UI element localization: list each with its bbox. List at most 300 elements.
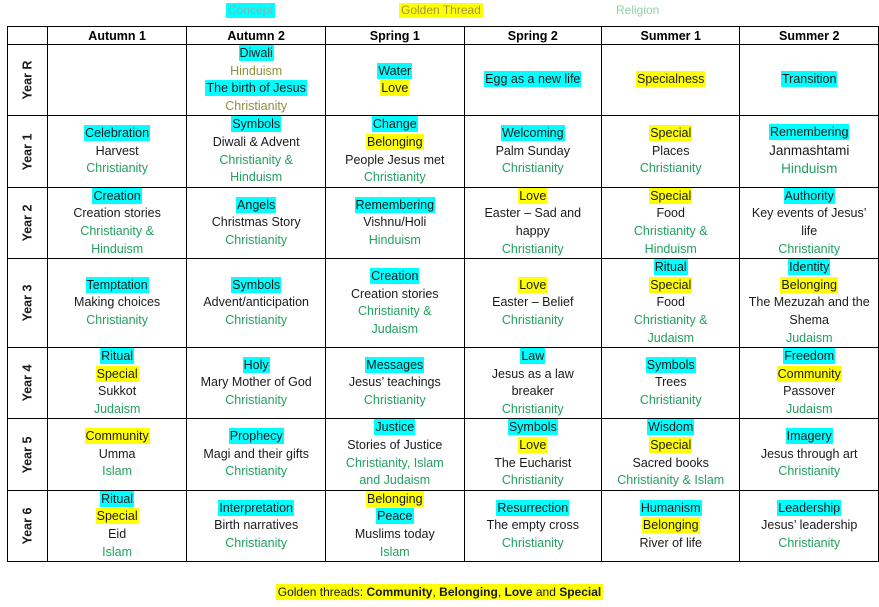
topic-label: breaker bbox=[511, 384, 554, 399]
topic-label: Creation stories bbox=[351, 286, 439, 301]
golden-thread-label: Special bbox=[650, 188, 692, 203]
cell-line bbox=[187, 357, 325, 375]
cell-line bbox=[326, 544, 464, 562]
cell-line bbox=[602, 188, 739, 206]
footer-box bbox=[276, 584, 604, 600]
concept-label: Symbols bbox=[646, 357, 695, 372]
unit-cell bbox=[187, 187, 326, 258]
religion-label: Christianity bbox=[778, 535, 841, 550]
religion-label: Christianity bbox=[225, 535, 288, 550]
cell-line bbox=[740, 463, 878, 481]
curriculum-table bbox=[7, 26, 879, 562]
cell-line bbox=[48, 428, 186, 446]
unit-cell bbox=[740, 490, 879, 561]
unit-cell bbox=[47, 490, 186, 561]
concept-label: Imagery bbox=[786, 429, 832, 444]
cell-line bbox=[187, 312, 325, 330]
year-label: Year 5 bbox=[20, 436, 35, 474]
religion-label: Christianity bbox=[501, 473, 564, 488]
golden-thread-label: Belonging bbox=[366, 491, 423, 506]
cell-line bbox=[602, 160, 739, 178]
cell-line bbox=[465, 366, 601, 384]
unit-cell bbox=[47, 187, 186, 258]
religion-label: Christianity & bbox=[633, 312, 708, 327]
year-label: Year 4 bbox=[20, 364, 35, 402]
cell-line bbox=[48, 277, 186, 295]
cell-line bbox=[187, 374, 325, 392]
topic-label: Shema bbox=[789, 312, 830, 327]
cell-line bbox=[326, 268, 464, 286]
cell-line bbox=[602, 472, 739, 490]
cell-line bbox=[326, 134, 464, 152]
religion-label: Judaism bbox=[93, 401, 141, 416]
religion-label: Christianity bbox=[501, 161, 564, 176]
golden-thread-label: Special bbox=[96, 366, 138, 381]
cell-line bbox=[740, 188, 878, 206]
cell-line bbox=[48, 401, 186, 419]
golden-thread-label: Special bbox=[650, 438, 692, 453]
cell-line bbox=[602, 125, 739, 143]
cell-line bbox=[740, 259, 878, 277]
golden-thread-label: Love bbox=[519, 188, 547, 203]
cell-line bbox=[602, 392, 739, 410]
topic-label: Easter – Belief bbox=[492, 295, 574, 310]
topic-label: The Eucharist bbox=[494, 455, 572, 470]
golden-thread-label: Special bbox=[650, 277, 692, 292]
topic-label: Palm Sunday bbox=[495, 143, 570, 158]
unit-cell bbox=[187, 419, 326, 490]
concept-label: Ritual bbox=[101, 349, 134, 364]
cell-line bbox=[48, 188, 186, 206]
cell-line bbox=[326, 80, 464, 98]
cell-line bbox=[465, 71, 601, 89]
unit-cell bbox=[187, 45, 326, 116]
topic-label: Places bbox=[651, 143, 690, 158]
religion-label: Christianity & bbox=[80, 223, 154, 238]
concept-label: Remembering bbox=[355, 197, 435, 212]
unit-cell bbox=[187, 116, 326, 187]
cell-line bbox=[326, 374, 464, 392]
religion-label: Christianity & bbox=[219, 152, 293, 167]
religion-label: Islam bbox=[379, 544, 410, 559]
religion-label: Christianity bbox=[225, 98, 288, 113]
religion-label: Christianity bbox=[501, 401, 564, 416]
cell-line bbox=[326, 169, 464, 187]
topic-label: Stories of Justice bbox=[347, 438, 443, 453]
concept-label: Symbols bbox=[508, 420, 557, 435]
unit-cell bbox=[602, 419, 740, 490]
cell-line bbox=[465, 517, 601, 535]
religion-label: Christianity bbox=[639, 161, 702, 176]
column-header: Spring 1 bbox=[326, 27, 465, 45]
topic-label: Making choices bbox=[74, 295, 161, 310]
religion-label: Hinduism bbox=[368, 232, 421, 247]
unit-cell bbox=[464, 419, 601, 490]
unit-cell bbox=[464, 116, 601, 187]
concept-label: Ritual bbox=[101, 491, 134, 506]
cell-line bbox=[602, 71, 739, 89]
cell-line bbox=[602, 143, 739, 161]
religion-label: Christianity, Islam bbox=[345, 455, 444, 470]
concept-label: Freedom bbox=[784, 349, 835, 364]
topic-label: Food bbox=[656, 206, 685, 221]
cell-line bbox=[740, 517, 878, 535]
cell-line bbox=[48, 125, 186, 143]
cell-line bbox=[740, 241, 878, 259]
concept-label: Messages bbox=[366, 357, 424, 372]
golden-thread-label: Belonging bbox=[366, 134, 423, 149]
topic-label: Jesus through art bbox=[760, 446, 858, 461]
religion-label: Christianity bbox=[363, 393, 426, 408]
cell-line bbox=[740, 142, 878, 161]
topic-label: Trees bbox=[654, 375, 687, 390]
footer-separator: , bbox=[432, 585, 440, 599]
cell-line bbox=[48, 463, 186, 481]
concept-label: The birth of Jesus bbox=[206, 81, 306, 96]
year-label-cell bbox=[8, 259, 48, 348]
cell-line bbox=[48, 446, 186, 464]
cell-line bbox=[740, 277, 878, 295]
unit-cell bbox=[602, 259, 740, 348]
cell-line bbox=[326, 286, 464, 304]
religion-label: Christianity bbox=[86, 161, 149, 176]
cell-line bbox=[48, 366, 186, 384]
topic-label: Sukkot bbox=[98, 384, 137, 399]
table-body bbox=[8, 45, 879, 562]
cell-line bbox=[187, 232, 325, 250]
cell-line bbox=[465, 294, 601, 312]
cell-line bbox=[326, 472, 464, 490]
concept-label: Angels bbox=[237, 197, 276, 212]
unit-cell bbox=[47, 259, 186, 348]
cell-line bbox=[602, 419, 739, 437]
column-header: Summer 2 bbox=[740, 27, 879, 45]
concept-label: Symbols bbox=[232, 277, 281, 292]
golden-threads-footer bbox=[0, 585, 879, 599]
footer-thread-love: Love bbox=[504, 585, 533, 599]
religion-label: Christianity bbox=[86, 312, 149, 327]
footer-thread-special: Special bbox=[559, 585, 602, 599]
cell-line bbox=[465, 125, 601, 143]
concept-label: Humanism bbox=[640, 500, 701, 515]
cell-line bbox=[48, 241, 186, 259]
cell-line bbox=[740, 535, 878, 553]
concept-label: Peace bbox=[377, 509, 413, 524]
cell-line bbox=[465, 500, 601, 518]
cell-line bbox=[326, 508, 464, 526]
golden-thread-label: Special bbox=[96, 509, 138, 524]
cell-line bbox=[326, 455, 464, 473]
table-row bbox=[8, 45, 879, 116]
cell-line bbox=[740, 71, 878, 89]
concept-label: Interpretation bbox=[219, 500, 293, 515]
cell-line bbox=[465, 383, 601, 401]
cell-line bbox=[602, 500, 739, 518]
topic-label: The Mezuzah and the bbox=[748, 295, 870, 310]
golden-thread-label: Belonging bbox=[781, 277, 838, 292]
topic-label: life bbox=[801, 223, 818, 238]
topic-label: River of life bbox=[639, 535, 702, 550]
header-row bbox=[8, 27, 879, 45]
cell-line bbox=[465, 455, 601, 473]
topic-label: Jesus’ teachings bbox=[348, 375, 441, 390]
cell-line bbox=[740, 205, 878, 223]
cell-line bbox=[740, 500, 878, 518]
cell-line bbox=[465, 277, 601, 295]
unit-cell bbox=[47, 116, 186, 187]
religion-label: and Judaism bbox=[359, 473, 431, 488]
cell-line bbox=[48, 544, 186, 562]
unit-cell bbox=[187, 490, 326, 561]
year-label-cell bbox=[8, 45, 48, 116]
cell-line bbox=[602, 294, 739, 312]
cell-line bbox=[602, 205, 739, 223]
unit-cell bbox=[326, 259, 465, 348]
corner-cell bbox=[8, 27, 48, 45]
topic-label: Vishnu/Holi bbox=[363, 215, 427, 230]
cell-line bbox=[187, 214, 325, 232]
topic-label: Janmashtami bbox=[769, 142, 850, 158]
cell-line bbox=[48, 526, 186, 544]
year-label: Year 2 bbox=[20, 204, 35, 242]
cell-line bbox=[602, 374, 739, 392]
cell-line bbox=[48, 508, 186, 526]
cell-line bbox=[465, 401, 601, 419]
unit-cell bbox=[740, 116, 879, 187]
cell-line bbox=[326, 116, 464, 134]
golden-thread-label: Specialness bbox=[637, 72, 705, 87]
cell-line bbox=[187, 392, 325, 410]
golden-thread-label: Love bbox=[519, 438, 547, 453]
table-row bbox=[8, 348, 879, 419]
footer-prefix: Golden threads: bbox=[277, 585, 367, 599]
religion-label: Christianity bbox=[778, 464, 841, 479]
topic-label: Birth narratives bbox=[214, 518, 299, 533]
cell-line bbox=[465, 348, 601, 366]
unit-cell bbox=[464, 348, 601, 419]
concept-label: Law bbox=[521, 349, 545, 364]
cell-line bbox=[187, 446, 325, 464]
cell-line bbox=[740, 330, 878, 348]
cell-line bbox=[740, 160, 878, 179]
column-header: Autumn 2 bbox=[187, 27, 326, 45]
cell-line bbox=[48, 223, 186, 241]
cell-line bbox=[48, 294, 186, 312]
unit-cell bbox=[326, 45, 465, 116]
year-label-cell bbox=[8, 348, 48, 419]
cell-line bbox=[465, 205, 601, 223]
topic-label: Magi and their gifts bbox=[203, 446, 309, 461]
year-label-cell bbox=[8, 490, 48, 561]
concept-label: Resurrection bbox=[497, 500, 569, 515]
cell-line bbox=[187, 98, 325, 116]
cell-line bbox=[602, 455, 739, 473]
cell-line bbox=[326, 197, 464, 215]
unit-cell bbox=[187, 348, 326, 419]
column-header: Spring 2 bbox=[464, 27, 601, 45]
legend-golden-thread: Golden Thread bbox=[401, 3, 481, 17]
cell-line bbox=[326, 526, 464, 544]
table-row bbox=[8, 490, 879, 561]
footer-thread-belonging: Belonging bbox=[439, 585, 498, 599]
religion-label: Christianity bbox=[778, 241, 841, 256]
cell-line bbox=[740, 223, 878, 241]
concept-label: Identity bbox=[789, 260, 830, 275]
unit-cell bbox=[602, 187, 740, 258]
footer-separator: and bbox=[532, 585, 560, 599]
cell-line bbox=[326, 303, 464, 321]
cell-line bbox=[602, 277, 739, 295]
concept-label: Remembering bbox=[769, 125, 849, 140]
religion-label: Christianity & bbox=[633, 223, 708, 238]
table-row bbox=[8, 187, 879, 258]
year-label: Year R bbox=[20, 60, 35, 100]
cell-line bbox=[740, 348, 878, 366]
unit-cell bbox=[47, 45, 186, 116]
cell-line bbox=[602, 357, 739, 375]
concept-label: Ritual bbox=[654, 260, 687, 275]
concept-label: Authority bbox=[784, 188, 834, 203]
unit-cell bbox=[326, 348, 465, 419]
year-label: Year 1 bbox=[20, 133, 35, 170]
cell-line bbox=[465, 437, 601, 455]
religion-label: Christianity bbox=[639, 393, 702, 408]
unit-cell bbox=[464, 187, 601, 258]
concept-label: Temptation bbox=[86, 277, 148, 292]
topic-label: Jesus as a law bbox=[491, 366, 574, 381]
religion-label: Islam bbox=[102, 464, 133, 479]
legend-religion: Religion bbox=[616, 3, 660, 17]
cell-line bbox=[187, 463, 325, 481]
cell-line bbox=[602, 241, 739, 259]
cell-line bbox=[326, 491, 464, 509]
unit-cell bbox=[326, 419, 465, 490]
concept-label: Wisdom bbox=[648, 420, 694, 435]
cell-line bbox=[48, 143, 186, 161]
cell-line bbox=[326, 357, 464, 375]
religion-label: Judaism bbox=[785, 401, 833, 416]
cell-line bbox=[48, 491, 186, 509]
cell-line bbox=[326, 214, 464, 232]
cell-line bbox=[740, 366, 878, 384]
concept-label: Leadership bbox=[778, 500, 841, 515]
cell-line bbox=[187, 294, 325, 312]
cell-line bbox=[465, 188, 601, 206]
concept-label: Justice bbox=[375, 420, 415, 435]
cell-line bbox=[602, 517, 739, 535]
cell-line bbox=[465, 472, 601, 490]
cell-line bbox=[740, 383, 878, 401]
cell-line bbox=[187, 63, 325, 81]
unit-cell bbox=[47, 348, 186, 419]
unit-cell bbox=[464, 45, 601, 116]
cell-line bbox=[465, 241, 601, 259]
cell-line bbox=[602, 330, 739, 348]
golden-thread-label: Love bbox=[519, 277, 547, 292]
cell-line bbox=[187, 152, 325, 170]
year-label-cell bbox=[8, 187, 48, 258]
unit-cell bbox=[47, 419, 186, 490]
religion-label: Christianity bbox=[501, 535, 564, 550]
legend-concept: Concept bbox=[228, 3, 273, 17]
table-row bbox=[8, 116, 879, 187]
religion-label: Christianity bbox=[225, 464, 288, 479]
concept-label: Creation bbox=[93, 188, 141, 203]
religion-label: Hinduism bbox=[781, 161, 838, 177]
religion-label: Hinduism bbox=[230, 170, 283, 185]
concept-label: Transition bbox=[782, 72, 837, 87]
cell-line bbox=[187, 45, 325, 63]
unit-cell bbox=[326, 490, 465, 561]
unit-cell bbox=[464, 259, 601, 348]
golden-thread-label: Love bbox=[381, 81, 409, 96]
unit-cell bbox=[326, 187, 465, 258]
cell-line bbox=[602, 312, 739, 330]
cell-line bbox=[740, 312, 878, 330]
topic-label: Diwali & Advent bbox=[212, 134, 300, 149]
cell-line bbox=[187, 134, 325, 152]
religion-label: Christianity bbox=[225, 312, 288, 327]
cell-line bbox=[187, 277, 325, 295]
topic-label: Jesus’ leadership bbox=[761, 518, 858, 533]
religion-label: Christianity bbox=[501, 241, 564, 256]
cell-line bbox=[48, 348, 186, 366]
cell-line bbox=[326, 392, 464, 410]
concept-label: Water bbox=[378, 63, 412, 78]
table-row bbox=[8, 419, 879, 490]
cell-line bbox=[740, 124, 878, 142]
unit-cell bbox=[740, 348, 879, 419]
topic-label: Harvest bbox=[95, 143, 139, 158]
cell-line bbox=[740, 446, 878, 464]
cell-line bbox=[326, 437, 464, 455]
topic-label: Key events of Jesus’ bbox=[751, 206, 867, 221]
cell-line bbox=[326, 419, 464, 437]
golden-thread-label: Community bbox=[85, 429, 149, 444]
year-label: Year 6 bbox=[20, 507, 35, 545]
cell-line bbox=[465, 143, 601, 161]
topic-label: Muslims today bbox=[354, 527, 435, 542]
unit-cell bbox=[740, 45, 879, 116]
concept-label: Creation bbox=[371, 268, 419, 283]
cell-line bbox=[465, 160, 601, 178]
unit-cell bbox=[740, 187, 879, 258]
golden-thread-label: Community bbox=[777, 366, 841, 381]
footer-separator: , bbox=[497, 585, 505, 599]
religion-label: Christianity bbox=[225, 393, 288, 408]
religion-label: Christianity bbox=[501, 312, 564, 327]
religion-label: Hinduism bbox=[91, 241, 144, 256]
cell-line bbox=[740, 428, 878, 446]
cell-line bbox=[187, 500, 325, 518]
cell-line bbox=[740, 294, 878, 312]
cell-line bbox=[602, 223, 739, 241]
cell-line bbox=[187, 197, 325, 215]
religion-label: Christianity bbox=[363, 170, 426, 185]
topic-label: People Jesus met bbox=[345, 152, 445, 167]
cell-line bbox=[465, 419, 601, 437]
golden-thread-label: Belonging bbox=[642, 518, 699, 533]
cell-line bbox=[48, 160, 186, 178]
topic-label: Christmas Story bbox=[211, 215, 301, 230]
golden-thread-label: Special bbox=[650, 126, 692, 141]
topic-label: Advent/anticipation bbox=[203, 295, 309, 310]
year-label: Year 3 bbox=[20, 284, 35, 322]
cell-line bbox=[326, 321, 464, 339]
concept-label: Holy bbox=[243, 357, 269, 372]
concept-label: Celebration bbox=[85, 126, 150, 141]
footer-thread-community: Community bbox=[366, 585, 433, 599]
